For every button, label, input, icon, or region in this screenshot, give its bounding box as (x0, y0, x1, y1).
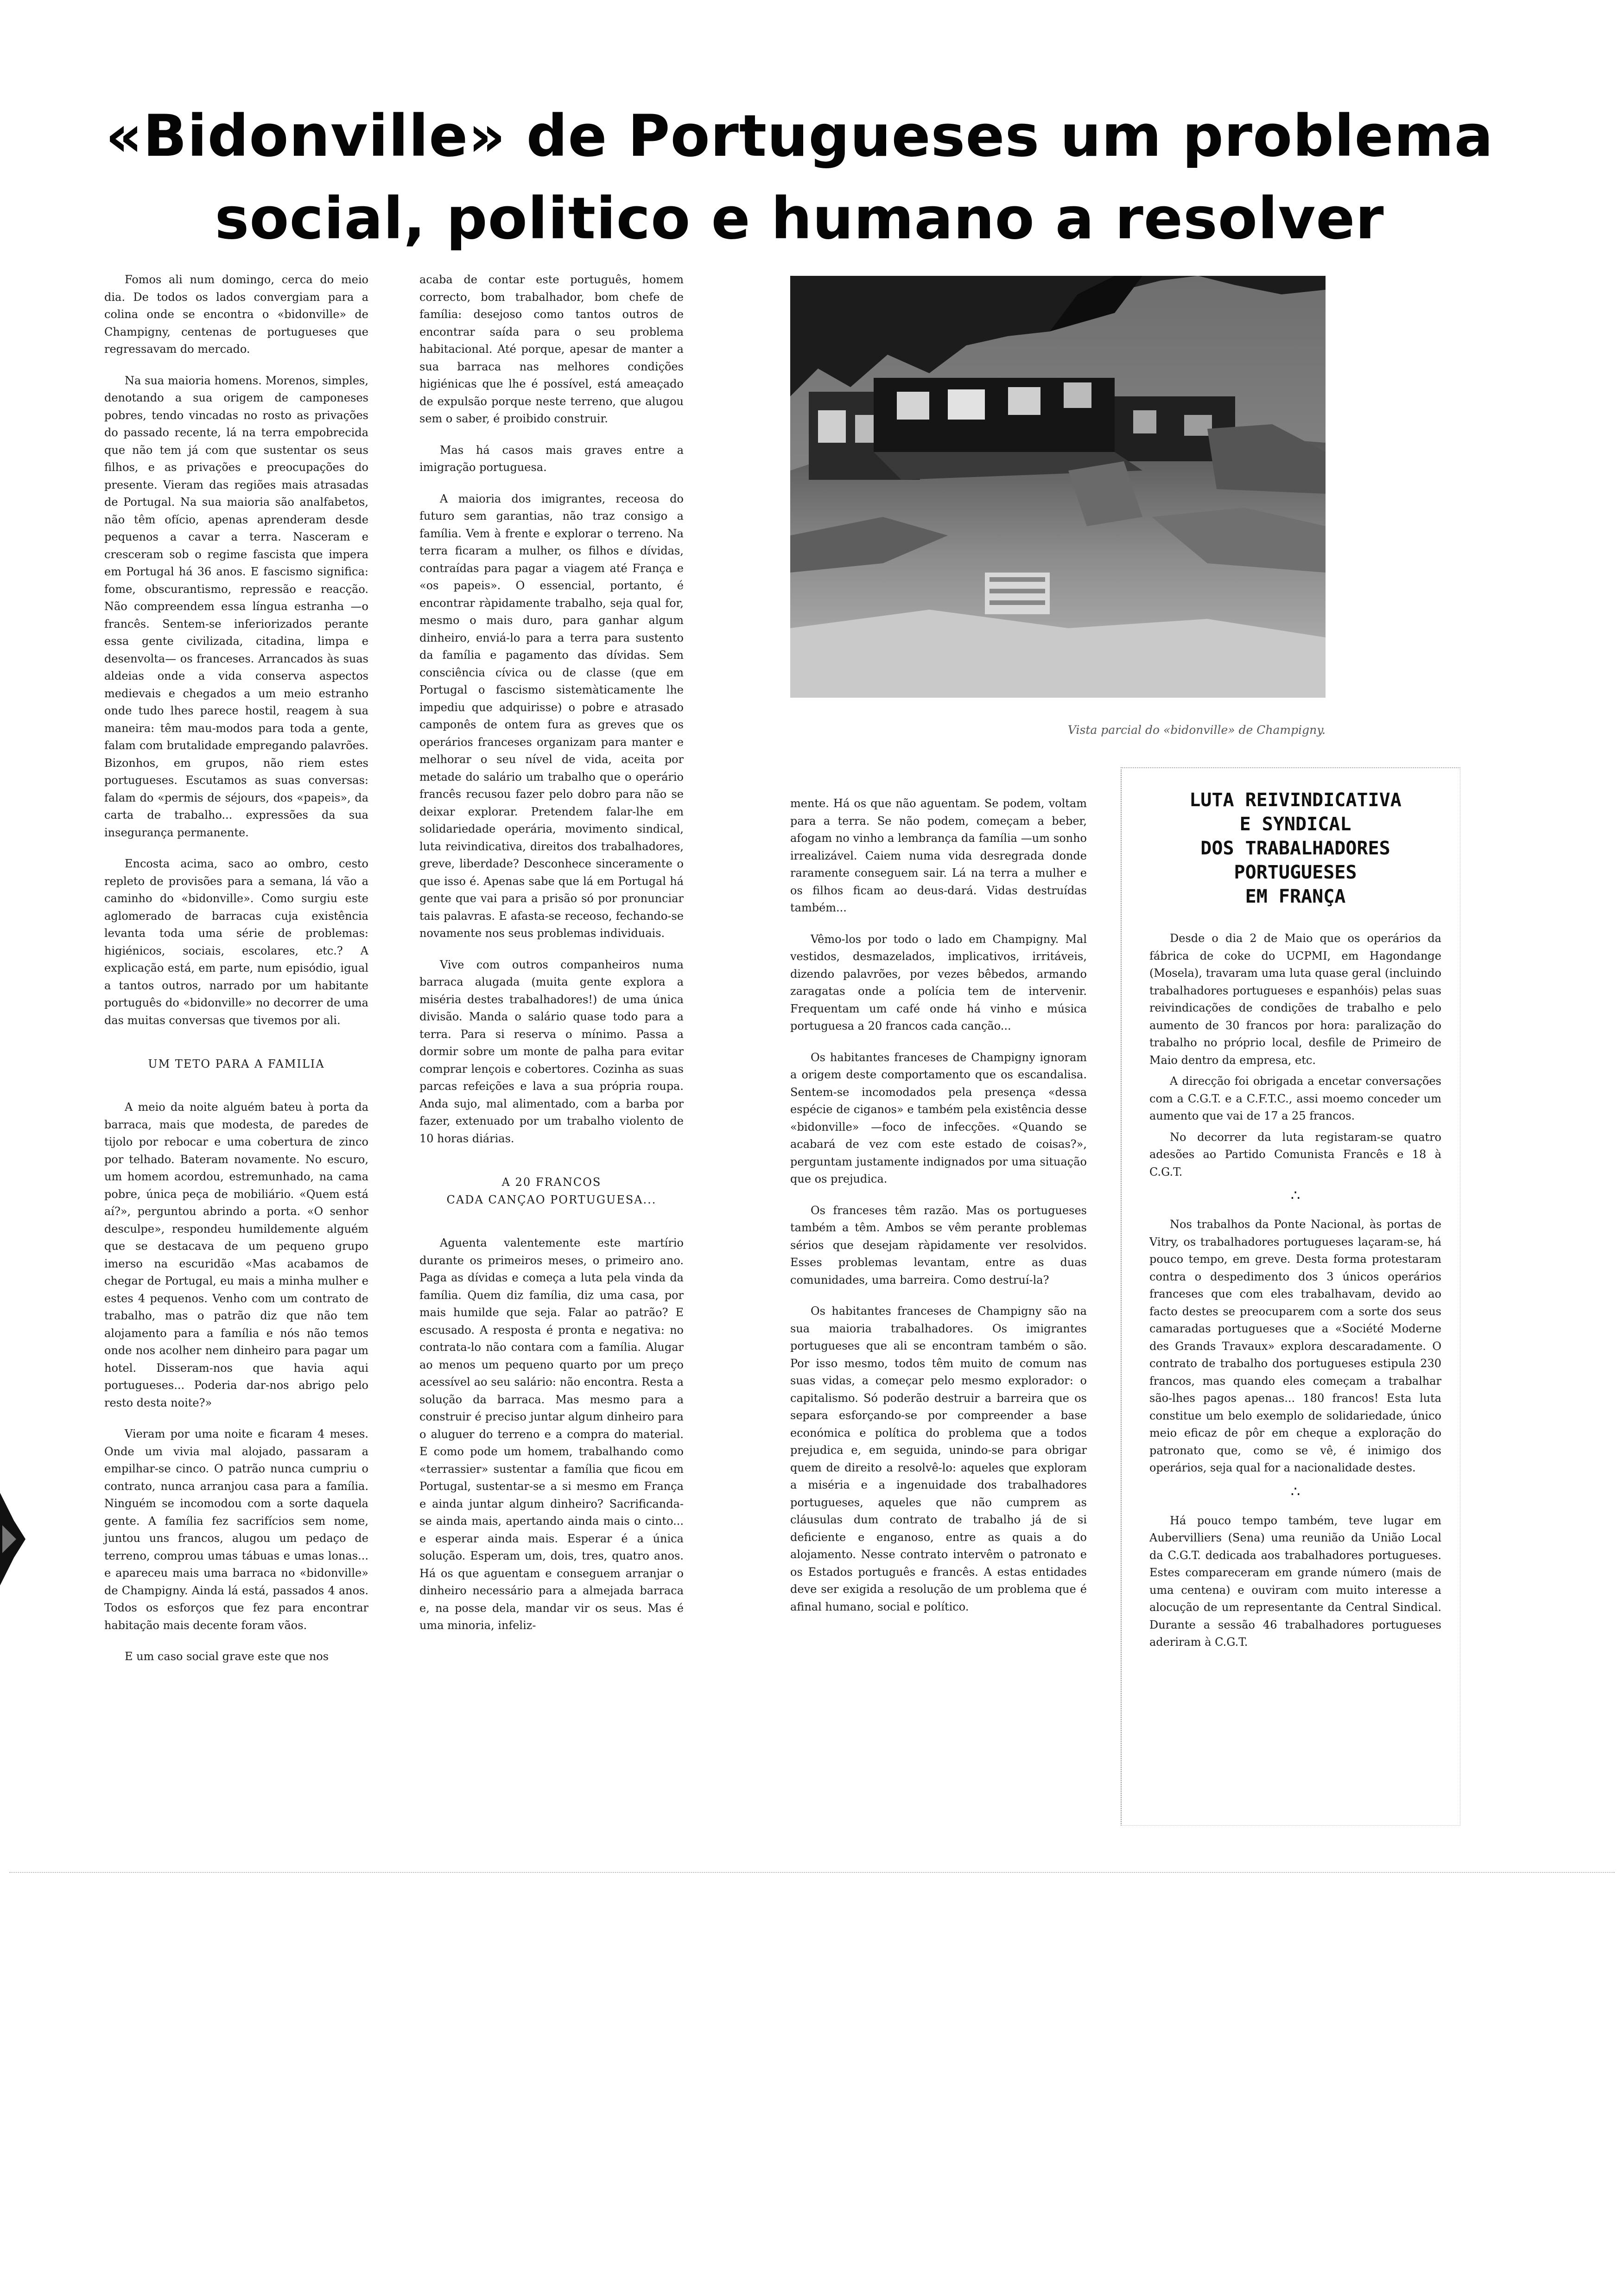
bottom-dotted-rule (9, 1872, 1615, 1873)
paragraph: Os franceses têm razão. Mas os portugueses também a têm. Ambos se vêm perante problemas sérios que desejam ràpidamente ver resolvidos. Esses problemas levantam, entre as duas comunidades, uma barreira. Como destruí-la? (790, 1203, 1087, 1286)
section-subhead (104, 1055, 368, 1073)
sidebar-title-line-3: DOS TRABALHADORES (1200, 838, 1390, 859)
subhead-line-1: A 20 FRANCOS (501, 1176, 602, 1189)
sidebar-title-line-1: LUTA REIVINDICATIVA (1189, 789, 1402, 811)
paragraph: A meio da noite alguém bateu à porta da barraca, mais que modesta, de paredes de tijolo por rebocar e uma cobertura de zinco por telhado. Bateram novamente. No escuro, um homem acordou, estremunhado, na cama pobre, única peça de mobiliário. «Quem está aí?», perguntou abrindo a porta. «O senhor desculpe», respondeu humildemente alguém que se destacava de um pequeno grupo imerso na escuridão «Mas acabamos de chegar de Portugal, eu mais a minha mulher e estes 4 pequenos. Venho com um contrato de trabalho, mas o patrão diz que não tem alojamento para a família e nós não temos onde nos acolher nem dinheiro para pagar um hotel. Disseram-nos que havia aqui portugueses... Poderia dar-nos abrigo pelo resto desta noite?» (104, 1101, 368, 1409)
paragraph: Vieram por uma noite e ficaram 4 meses. Onde um vivia mal alojado, passaram a empilhar-se cinco. O patrão nunca cumpriu o contrato, nunca arranjou casa para a família. Ninguém se incomodou com a sorte daquela gente. A família fez sacrifícios sem nome, juntou uns francos, alugou um pedaço de terreno, comprou umas tábuas e umas lonas... e apareceu mais uma barraca no «bidonville» de Champigny. Ainda lá está, passados 4 anos. Todos os esforços que fez para encontrar habitação mais decente foram vãos. (104, 1427, 368, 1632)
article-column-2 (419, 271, 684, 1649)
paragraph: acaba de contar este português, homem correcto, bom trabalhador, bom chefe de família: desejoso como tantos outros de encontrar saída para o seu problema habitacional. Até porque, apesar de manter a sua barraca nas melhores condições higiénicas que lhe é possível, está ameaçado de expulsão porque neste terreno, que alugou sem o saber, é proibido construir. (419, 273, 684, 425)
paragraph: Nos trabalhos da Ponte Nacional, às portas de Vitry, os trabalhadores portugueses laçaram-se, há pouco tempo, em greve. Desta forma protestaram contra o despedimento dos 3 únicos operários franceses que com eles trabalhavam, devido ao facto destes se preocuparem com a sorte dos seus camaradas portugueses que a «Société Moderne des Grands Travaux» explora descaradamente. O contrato de trabalho dos portugueses estipula 230 francos, mas quando eles começam a trabalhar são-lhes pagos apenas... 180 francos! Esta luta constitue um belo exemplo de solidariedade, único meio eficaz de pôr em cheque a exploração do patronato que, como se vê, é inimigo dos operários, seja qual for a nacionalidade destes. (1149, 1218, 1441, 1474)
shanty-town-image (790, 276, 1326, 698)
paragraph: E um caso social grave este que nos (125, 1650, 329, 1663)
article-column-1 (104, 271, 368, 1680)
bidonville-photo (790, 276, 1326, 698)
photo-caption: Vista parcial do «bidonville» de Champigny. (1067, 723, 1326, 737)
paragraph: No decorrer da luta registaram-se quatro adesões ao Partido Comunista Francês e 18 à C.G.T. (1149, 1130, 1441, 1178)
paragraph: Há pouco tempo também, teve lugar em Aubervilliers (Sena) uma reunião da União Local da C.G.T. dedicada aos trabalhadores portugueses. Estes compareceram em grande número (mais de uma centena) e ouviram com muito interesse a alocução de um representante da Central Sindical. Durante a sessão 46 trabalhadores portugueses aderiram à C.G.T. (1149, 1514, 1441, 1649)
paragraph: Na sua maioria homens. Morenos, simples, denotando a sua origem de camponeses pobres, tendo vincadas no rosto as privações do passado recente, lá na terra empobrecida que não tem já com que sustentar os seus filhos, e as privações e preocupações do presente. Vieram das regiões mais atrasadas de Portugal. Na sua maioria são analfabetos, não têm ofício, apenas aprenderam desde pequenos a cavar a terra. Nasceram e cresceram sob o regime fascista que impera em Portugal há 36 anos. E fascismo significa: fome, obscurantismo, repressão e reacção. Não compreendem essa língua estranha —o francês. Sentem-se inferiorizados perante essa gente civilizada, citadina, limpa e desenvolta— os franceses. Arrancados às suas aldeias onde a vida conserva aspectos medievais e chegados a um meio estranho onde tudo lhes parece hostil, reagem à sua maneira: têm mau-modos para toda a gente, falam com brutalidade empregando palavrões. Bizonhos, em grupos, não riem estes portugueses. Escutamos as suas conversas: falam do «permis de séjours, dos «papeis», da carta de trabalho... expressões da sua insegurança permanente. (104, 374, 368, 839)
sidebar-title-line-5: EM FRANÇA (1245, 886, 1346, 907)
paragraph: Aguenta valentemente este martírio durante os primeiros meses, o primeiro ano. Paga as dívidas e começa a luta pela vinda da família. Quem diz família, diz uma casa, por mais humilde que seja. Falar ao patrão? E escusado. A resposta é pronta e negativa: no contrata-lo não contara com a família. Alugar ao menos um pequeno quarto por um preço acessível ao seu salário: não encontra. Resta a solução da barraca. Mas mesmo para a construir é preciso juntar algum dinheiro para o aluguer do terreno e a compra do material. E como pode um homem, trabalhando como «terrassier» sustentar a família que ficou em Portugal, sustentar-se a si mesmo em França e ainda juntar algum dinheiro? Sacrificanda-se ainda mais, apertando ainda mais o cinto... e esperar ainda mais. Esperar é a única solução. Esperam um, dois, tres, quatro anos. Há os que aguentam e conseguem arranjar o dinheiro necessário para a almejada barraca e, na posse dela, mandar vir os seus. Mas é uma minoria, infeliz- (419, 1236, 684, 1632)
paragraph: Os habitantes franceses de Champigny ignoram a origem deste comportamento que os escandalisa. Sentem-se incomodados pela presença «dessa espécie de ciganos» e também pela existência desse «bidonville» —foco de infecções. «Quando se acabará de vez com este estado de coisas?», perguntam justamente indignados por uma situação que os prejudica. (790, 1050, 1087, 1185)
sidebar-article (1149, 788, 1441, 1655)
scan-edge-mark (0, 1493, 28, 1585)
headline-line-2: social, politico e humano a resolver (215, 185, 1384, 252)
subhead-line-2: CADA CANÇAO PORTUGUESA... (446, 1193, 657, 1206)
sidebar-title (1149, 788, 1441, 909)
paragraph: Os habitantes franceses de Champigny são na sua maioria trabalhadores. Os imigrantes portugueses que ali se encontram também o são. Por isso mesmo, todos têm muito de comum nas suas vidas, a começar pelo mesmo explorador: o capitalismo. Só poderão destruir a barreira que os separa esforçando-se por compreender a base económica e política do problema que a todos prejudica e, em seguida, unindo-se para obrigar quem de direito a resolvê-lo: aqueles que exploram a miséria e a ingenuidade dos trabalhadores portugueses, aqueles que não cumprem as cláusulas dum contrato de trabalho já de si deficiente e enganoso, entre as quais a do alojamento. Nesse contrato intervêm o patronato e os Estados português e francês. A estas entidades deve ser exigida a resolução de um problema que é afinal humano, social e político. (790, 1305, 1087, 1613)
paragraph: Mas há casos mais graves entre a imigração portuguesa. (419, 443, 684, 474)
sidebar-title-line-4: PORTUGUESES (1234, 862, 1357, 883)
sidebar-title-line-2: E SYNDICAL (1239, 814, 1351, 835)
article-column-3 (790, 795, 1087, 1630)
section-separator: ∴ (1290, 1186, 1300, 1204)
section-subhead (419, 1173, 684, 1209)
subhead-text: UM TETO PARA A FAMILIA (148, 1057, 325, 1070)
paragraph: mente. Há os que não aguentam. Se podem, voltam para a terra. Se não podem, começam a beber, afogam no vinho a lembrança da família —um sonho irrealizável. Caiem numa vida desregrada donde raramente conseguem sair. Lá na terra a mulher e os filhos ficam ao deus-dará. Vidas destruídas também... (790, 797, 1087, 914)
paragraph: Fomos ali num domingo, cerca do meio dia. De todos os lados convergiam para a colina onde se encontra o «bidonville» de Champigny, centenas de portugueses que regressavam do mercado. (104, 273, 368, 356)
paragraph: A maioria dos imigrantes, receosa do futuro sem garantias, não traz consigo a família. Vem à frente e explorar o terreno. Na terra ficaram a mulher, os filhos e dívidas, contraídas para pagar a viagem até França e «os papeis». O essencial, portanto, é encontrar ràpidamente trabalho, seja qual for, mesmo o mais duro, para ganhar algum dinheiro, enviá-lo para a terra para sustento da família e pagamento das dívidas. Sem consciência cívica ou de classe (que em Portugal o fascismo sistemàticamente lhe impediu que adquirisse) o pobre e atrasado camponês de ontem fura as greves que os operários franceses organizam para manter e melhorar o seu nível de vida, aceita por metade do salário um trabalho que o operário francês recusou fazer pelo dobro para não se deixar explorar. Pretendem falar-lhe em solidariedade operária, movimento sindical, luta reivindicativa, direitos dos trabalhadores, greve, liberdade? Desconhece sinceramente o que isso é. Apenas sabe que lá em Portugal há gente que vai para a prisão só por pronunciar tais palavras. E afasta-se receoso, fechando-se novamente nos seus problemas individuais. (419, 492, 684, 940)
paragraph: Desde o dia 2 de Maio que os operários da fábrica de coke do UCPMI, em Hagondange (Mosela), travaram uma luta quase geral (incluindo trabalhadores portugueses e espanhóis) pelas suas reivindicações de condições de trabalho e pelo aumento de 30 francos por hora: paralização do trabalho no próprio local, desfile de Primeiro de Maio dentro da empresa, etc. (1149, 932, 1441, 1067)
paragraph: Encosta acima, saco ao ombro, cesto repleto de provisões para a semana, lá vão a caminho do «bidonville». Como surgiu este aglomerado de barracas cuja existência levanta toda uma série de problemas: higiénicos, sociais, escolares, etc.? A explicação está, em parte, num episódio, igual a tantos outros, narrado por um habitante português do «bidonville» no decorrer de uma das muitas conversas que tivemos por ali. (104, 857, 368, 1027)
paragraph: A direcção foi obrigada a encetar conversações com a C.G.T. e a C.F.T.C., assi moemo conceder um aumento que vai de 17 a 25 francos. (1149, 1075, 1441, 1122)
paragraph: Vive com outros companheiros numa barraca alugada (muita gente explora a miséria destes trabalhadores!) de uma única divisão. Manda o salário quase todo para a terra. Para si reserva o mínimo. Passa a dormir sobre um monte de palha para evitar comprar lençois e cobertores. Cozinha as suas parcas refeições e lava a sua própria roupa. Anda sujo, mal alimentado, com a barba por fazer, extenuado por um trabalho violento de 10 horas diárias. (419, 958, 684, 1145)
paragraph: Vêmo-los por todo o lado em Champigny. Mal vestidos, desmazelados, implicativos, irritáveis, dizendo palavrões, por vezes bêbedos, armando zaragatas onde a polícia tem de intervenir. Frequentam um café onde há vinho e música portuguesa a 20 francos cada canção... (790, 932, 1087, 1032)
headline-line-1: «Bidonville» de Portugueses um problema (105, 103, 1494, 170)
headline (70, 95, 1529, 260)
section-separator: ∴ (1290, 1482, 1300, 1500)
